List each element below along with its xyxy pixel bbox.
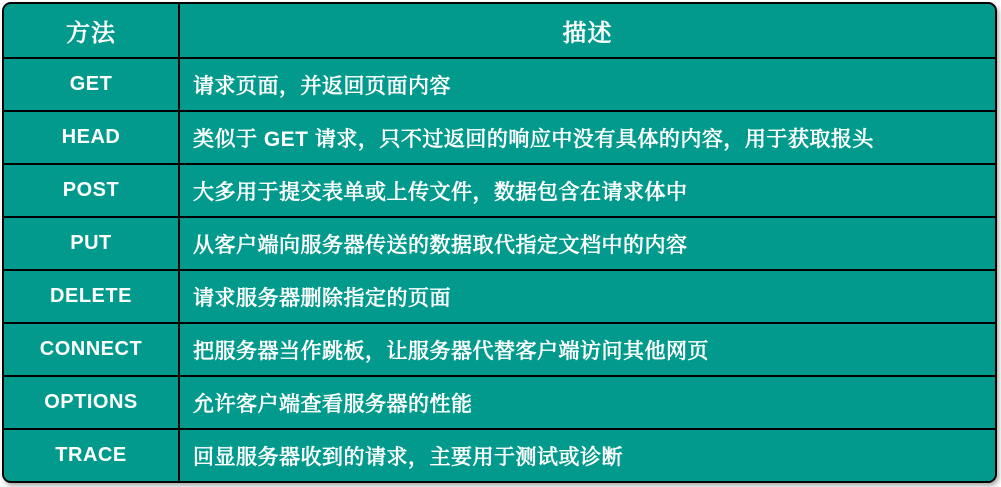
method-cell: PUT <box>4 216 180 269</box>
column-header-method: 方法 <box>4 4 180 57</box>
description-cell: 请求服务器删除指定的页面 <box>180 269 995 322</box>
description-cell: 类似于 GET 请求，只不过返回的响应中没有具体的内容，用于获取报头 <box>180 110 995 163</box>
http-methods-table <box>4 4 995 481</box>
column-header-description: 描述 <box>180 4 995 57</box>
description-cell: 请求页面，并返回页面内容 <box>180 57 995 110</box>
http-methods-table-frame <box>2 2 997 483</box>
method-cell: CONNECT <box>4 322 180 375</box>
description-cell: 回显服务器收到的请求，主要用于测试或诊断 <box>180 428 995 481</box>
method-cell: GET <box>4 57 180 110</box>
method-cell: DELETE <box>4 269 180 322</box>
method-cell: POST <box>4 163 180 216</box>
description-cell: 允许客户端查看服务器的性能 <box>180 375 995 428</box>
description-cell: 大多用于提交表单或上传文件，数据包含在请求体中 <box>180 163 995 216</box>
method-cell: HEAD <box>4 110 180 163</box>
method-cell: OPTIONS <box>4 375 180 428</box>
method-cell: TRACE <box>4 428 180 481</box>
description-cell: 把服务器当作跳板，让服务器代替客户端访问其他网页 <box>180 322 995 375</box>
description-cell: 从客户端向服务器传送的数据取代指定文档中的内容 <box>180 216 995 269</box>
